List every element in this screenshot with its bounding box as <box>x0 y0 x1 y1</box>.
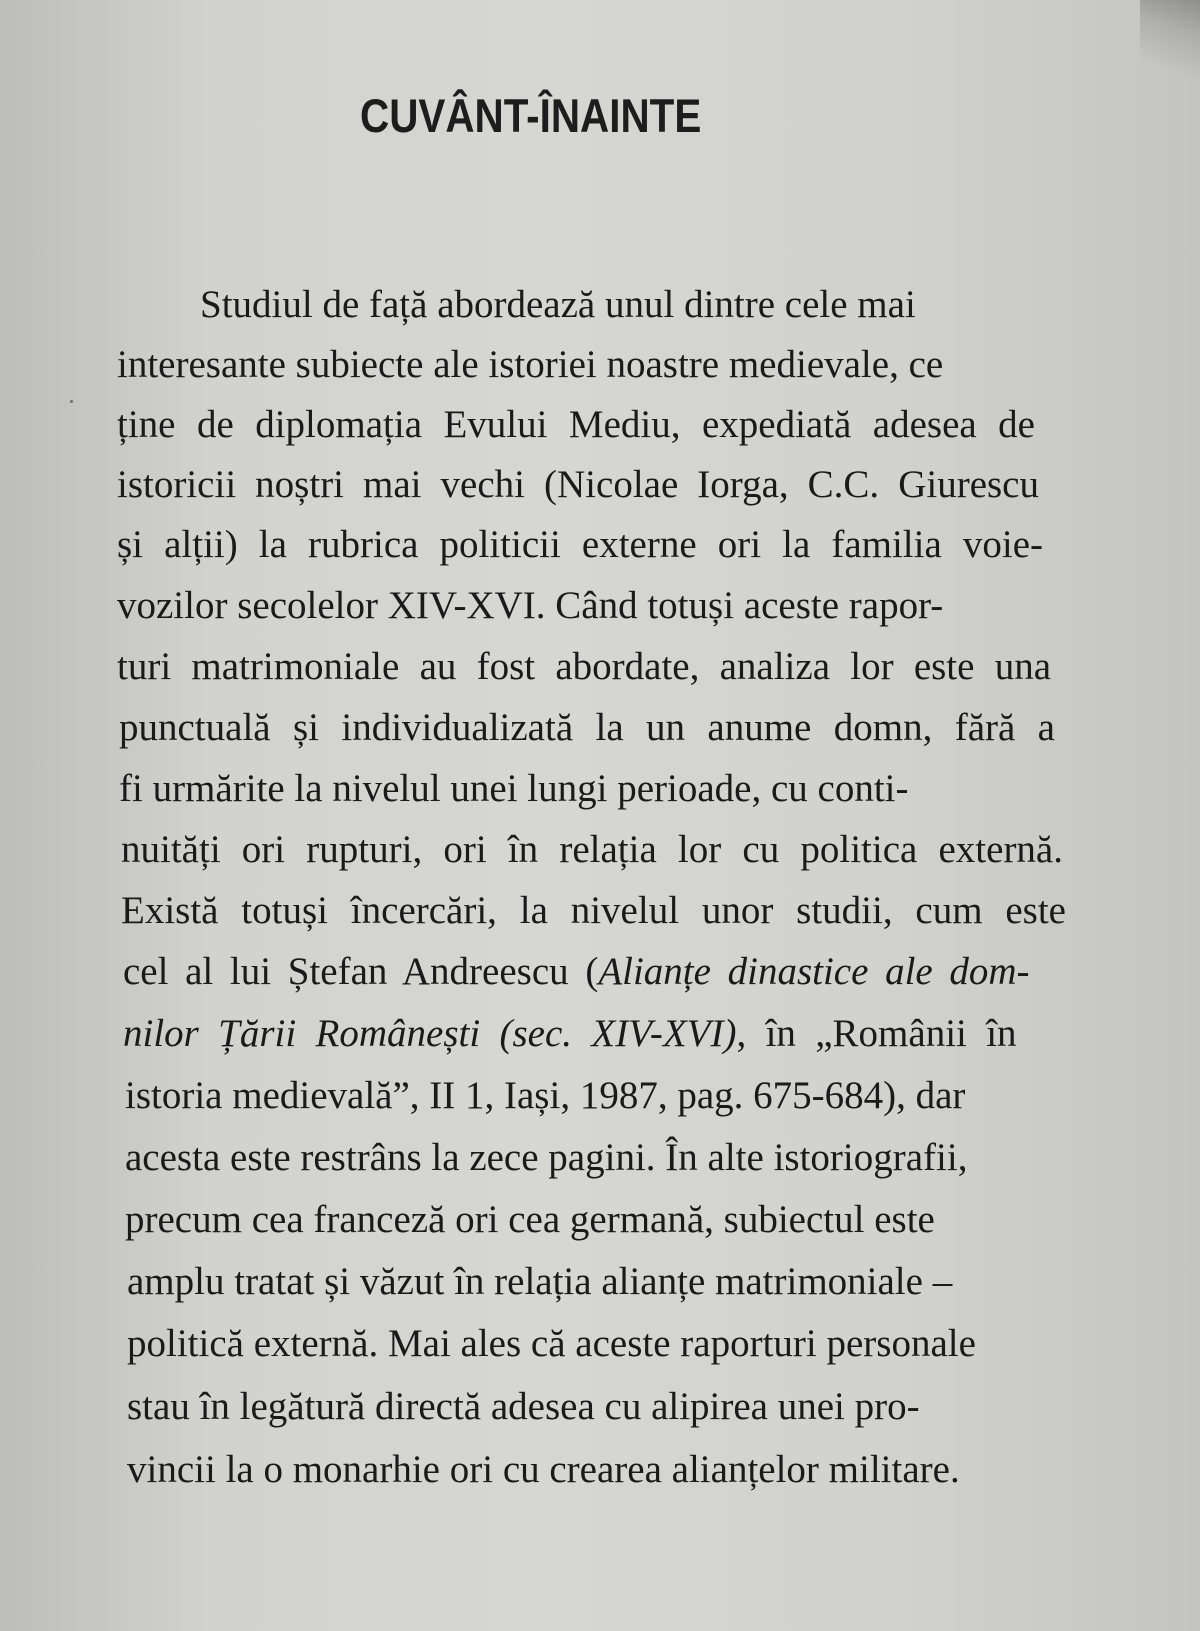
italic-title-segment: Alianțe dinastice ale dom- <box>598 950 1030 993</box>
text-line: precum cea franceză ori cea germană, subiectul este <box>125 1198 935 1241</box>
text-line: istoria medievală”, II 1, Iași, 1987, pag. 675-684), dar <box>125 1074 966 1117</box>
text-line: vincii la o monarhie ori cu crearea alianțelor militare. <box>127 1448 960 1491</box>
text-line: vozilor secolelor XIV-XVI. Când totuși aceste rapor- <box>117 584 944 627</box>
text-segment: , în „Românii în <box>736 1012 1017 1055</box>
text-segment: cel al lui Ștefan Andreescu ( <box>123 950 599 993</box>
page-corner-shadow <box>1140 0 1200 90</box>
italic-title-segment: nilor Țării Românești (sec. XIV-XVI) <box>123 1012 737 1055</box>
text-line: istoricii noștri mai vechi (Nicolae Iorga, C.C. Giurescu <box>117 463 1039 506</box>
text-line: turi matrimoniale au fost abordate, analiza lor este una <box>117 645 1051 688</box>
text-line: fi urmărite la nivelul unei lungi perioade, cu conti- <box>119 767 909 810</box>
text-line: interesante subiecte ale istoriei noastre medievale, ce <box>117 343 944 386</box>
text-line: stau în legătură directă adesea cu alipirea unei pro- <box>127 1385 920 1428</box>
text-line: acesta este restrâns la zece pagini. În alte istoriografii, <box>125 1136 968 1179</box>
text-line: nuități ori rupturi, ori în relația lor cu politica externă. <box>121 828 1063 871</box>
text-line: ține de diplomația Evului Mediu, expediată adesea de <box>117 403 1035 446</box>
text-line: amplu tratat și văzut în relația alianțe matrimoniale – <box>127 1260 953 1303</box>
text-line: Studiul de față abordează unul dintre cele mai <box>200 283 916 326</box>
text-line: punctuală și individualizată la un anume domn, fără a <box>119 706 1055 749</box>
text-line: și alții) la rubrica politicii externe ori la familia voie- <box>117 523 1043 566</box>
text-line <box>123 948 1071 996</box>
paper-speck <box>70 400 73 403</box>
text-line: Există totuși încercări, la nivelul unor studii, cum este <box>121 889 1066 932</box>
text-line <box>123 1010 1074 1058</box>
text-line: politică externă. Mai ales că aceste raporturi personale <box>127 1322 976 1365</box>
chapter-heading: CUVÂNT-ÎNAINTE <box>360 89 702 142</box>
